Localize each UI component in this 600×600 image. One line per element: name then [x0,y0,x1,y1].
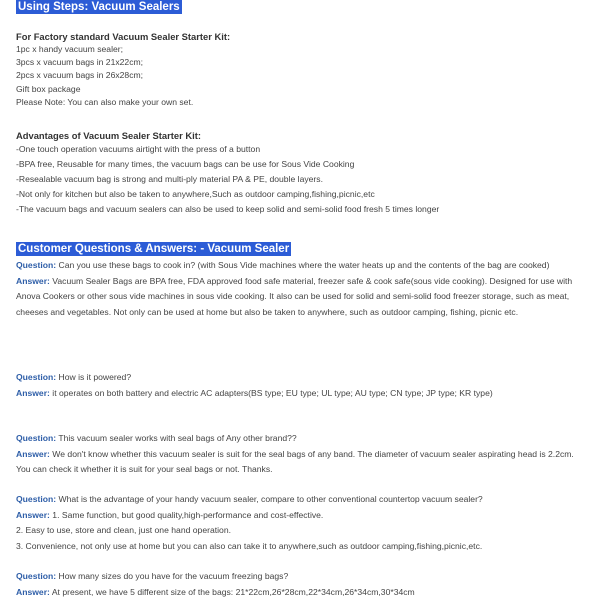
advantage-item: -Resealable vacuum bag is strong and multi-ply material PA & PE, double layers. [16,174,323,184]
question-text: How many sizes do you have for the vacuum freezing bags? [56,571,289,581]
kit-item: 2pcs x vacuum bags in 26x28cm; [16,70,144,81]
starter-kit-block [16,31,588,109]
answer-label: Answer: [16,275,50,286]
answer-text: Vacuum Sealer Bags are BPA free, FDA approved food safe material, freezer safe & cook safe(sous vide cooking). Designed for use with Anova Cookers or other sous vide machines in sous vide cooking. It also can be used for solid and semi-solid food freezer storage, such as meat, cheeses and vegetables. Not only can be used at home but also be taken to anywhere, such as outdoor camping, fishing, picnic etc. [16,275,573,317]
qa-item-1 [16,258,588,320]
advantage-item: -Not only for kitchen but also be taken to anywhere,Such as outdoor camping,fishing,picnic,etc [16,189,375,199]
advantage-item: -The vacuum bags and vacuum sealers can also be used to keep solid and semi-solid food fresh 5 times longer [16,204,440,214]
kit-item: 3pcs x vacuum bags in 21x22cm; [16,57,144,68]
advantages-block [16,130,588,217]
kit-item: 1pc x handy vacuum sealer; [16,44,124,54]
question-text: What is the advantage of your handy vacuum sealer, compare to other conventional countertop vacuum sealer? [56,494,483,504]
answer-text: it operates on both battery and electric AC adapters(BS type; EU type; UL type; AU type; CN type; JP type; KR type) [49,387,493,398]
section-heading-customer-qa: Customer Questions & Answers: - Vacuum Sealer [18,243,290,255]
answer-label: Answer: [16,586,50,597]
kit-title: For Factory standard Vacuum Sealer Starter Kit: [16,31,231,42]
answer-continuation: 2. Easy to use, store and clean, just one hand operation. [16,525,231,536]
answer-text: 1. Same function, but good quality,high-performance and cost-effective. [49,509,324,520]
question-text: This vacuum sealer works with seal bags of Any other brand?? [56,433,297,443]
question-text: Can you use these bags to cook in? (with Sous Vide machines where the water heats up and the contents of the bag are cooked) [56,260,550,270]
qa-item-3 [16,431,588,478]
question-text: How is it powered? [56,372,132,382]
advantage-item: -BPA free, Reusable for many times, the vacuum bags can be use for Sous Vide Cooking [16,159,355,169]
answer-label: Answer: [16,448,50,459]
answer-text: We don't know whether this vacuum sealer is suit for the seal bags of any band. The diameter of vacuum sealer aspirating head is 2.2cm. You can check it whether it is suit for your seal bags or not. Thanks. [16,448,574,475]
question-label: Question: [16,260,57,270]
question-label: Question: [16,372,57,382]
kit-note: Please Note: You can also make your own set. [16,96,194,107]
advantages-title: Advantages of Vacuum Sealer Starter Kit: [16,130,201,141]
question-label: Question: [16,433,57,443]
question-label: Question: [16,571,57,581]
advantage-item: -One touch operation vacuums airtight with the press of a button [16,144,261,154]
answer-text: At present, we have 5 different size of the bags: 21*22cm,26*28cm,22*34cm,26*34cm,30*34cm [49,586,415,597]
answer-label: Answer: [16,387,50,398]
qa-item-5 [16,569,588,600]
question-label: Question: [16,494,57,504]
qa-item-4 [16,492,588,554]
answer-continuation: 3. Convenience, not only use at home but you can also can take it to anywhere,such as outdoor camping,fishing,picnic,etc. [16,540,483,551]
kit-item: Gift box package [16,83,81,94]
section-heading-using-steps: Using Steps: Vacuum Sealers [18,1,180,13]
qa-item-2 [16,370,588,401]
answer-label: Answer: [16,509,50,520]
